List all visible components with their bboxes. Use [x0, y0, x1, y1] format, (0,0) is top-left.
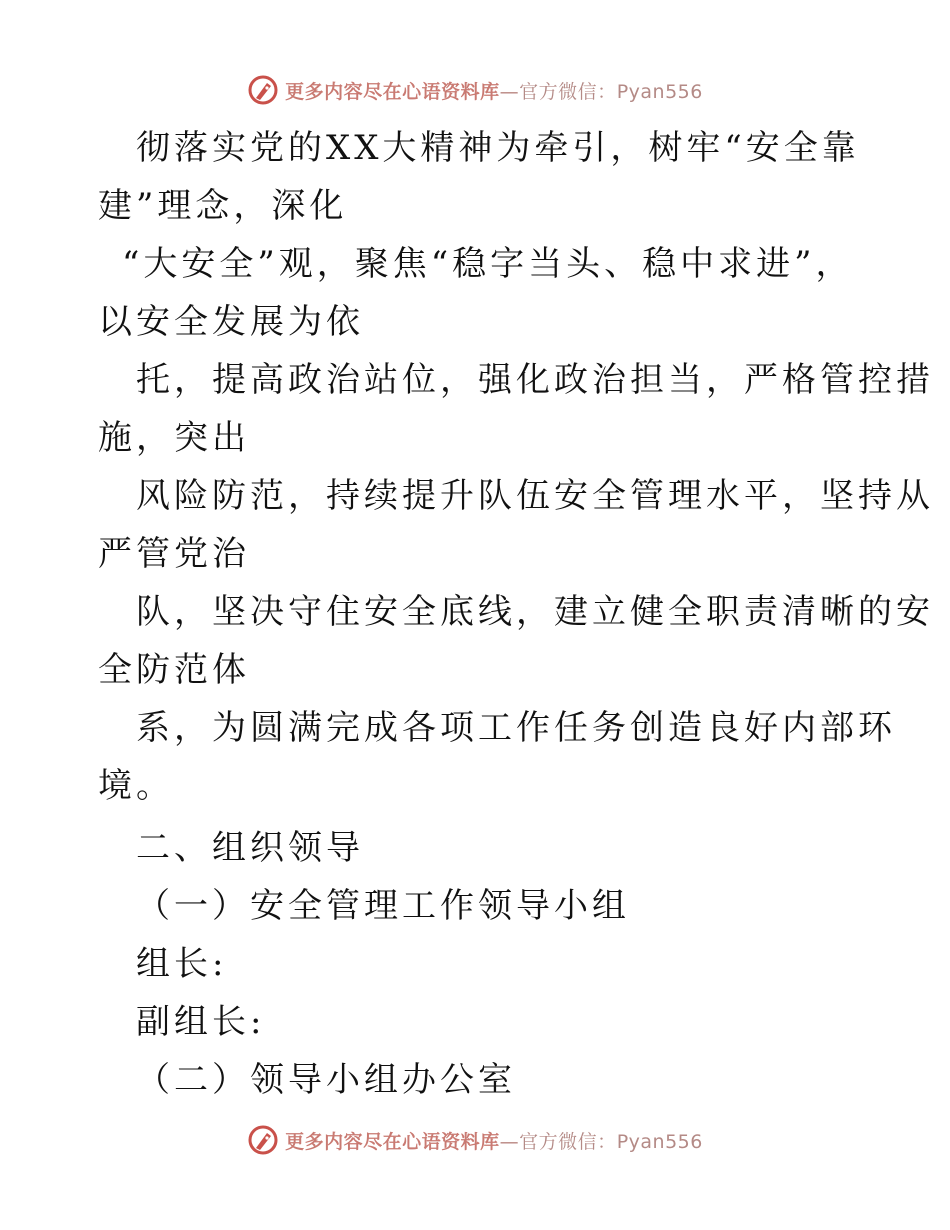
watermark-dash: —	[499, 80, 520, 103]
watermark-site: 更多内容尽在心语资料库	[285, 1130, 500, 1153]
body-line: 彻落实党的XX大精神为牵引，树牢“安全靠	[136, 128, 860, 168]
watermark-wechat: 官方微信：	[519, 80, 617, 103]
watermark-id: Pyan556	[616, 80, 703, 103]
watermark-text	[285, 1127, 703, 1154]
body-line: 系，为圆满完成各项工作任务创造良好内部环	[136, 708, 896, 748]
watermark-id: Pyan556	[616, 1130, 703, 1153]
header-watermark	[0, 70, 950, 110]
section-heading: 二、组织领导	[136, 828, 364, 868]
watermark-site: 更多内容尽在心语资料库	[285, 80, 500, 103]
pen-nib-circle-icon	[247, 74, 279, 106]
body-line: 托，提高政治站位，强化政治担当，严格管控措	[136, 360, 934, 400]
subsection-heading: （一）安全管理工作领导小组	[136, 886, 630, 926]
watermark-text	[285, 77, 703, 104]
watermark-dash: —	[499, 1130, 520, 1153]
subsection-heading: （二）领导小组办公室	[136, 1060, 516, 1100]
body-line: 严管党治	[98, 534, 250, 574]
body-line: 施，突出	[98, 418, 250, 458]
body-line: 副组长:	[136, 1002, 266, 1042]
pen-nib-circle-icon	[247, 1124, 279, 1156]
body-line: 全防范体	[98, 650, 250, 690]
body-line: 境。	[98, 766, 174, 806]
footer-watermark	[0, 1120, 950, 1160]
watermark-wechat: 官方微信：	[519, 1130, 617, 1153]
body-line: 建”理念，深化	[98, 186, 348, 226]
body-line: 风险防范，持续提升队伍安全管理水平，坚持从	[136, 476, 934, 516]
body-line: 组长:	[136, 944, 228, 984]
body-line: 以安全发展为依	[98, 302, 364, 342]
body-line: “大安全”观，聚焦“稳字当头、稳中求进”，	[122, 244, 854, 284]
body-line: 队，坚决守住安全底线，建立健全职责清晰的安	[136, 592, 934, 632]
